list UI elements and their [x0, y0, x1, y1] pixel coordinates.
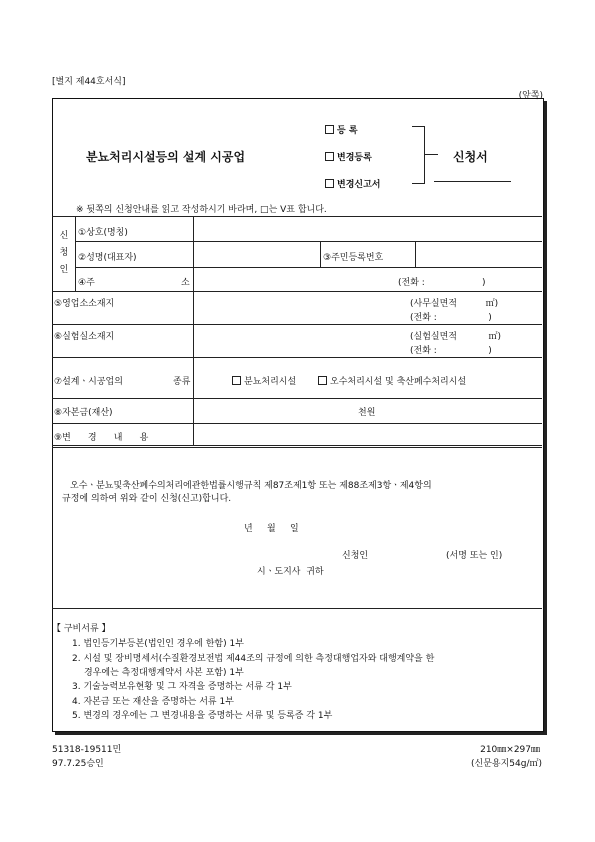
title-suffix: 신청서: [453, 150, 488, 164]
col-line: [75, 216, 76, 291]
checkbox-icon: [318, 376, 327, 385]
document-item: 3. 기술능력보유현황 및 그 자격을 증명하는 서류 각 1부: [72, 682, 292, 692]
row-line: [52, 398, 542, 399]
form-title: 분뇨처리시설등의 설계 시공업: [86, 150, 246, 164]
table-top-line: [52, 216, 542, 217]
address-phone: (전화 : ): [398, 278, 486, 288]
office-location-label: ⑤영업소소재지: [54, 299, 115, 309]
checkbox-icon: [325, 125, 334, 134]
applicant-section-label: 신 청 인: [59, 231, 69, 275]
option-change-register[interactable]: 변경등록: [325, 150, 372, 163]
instruction-note: ※ 뒷쪽의 신청안내를 읽고 작성하시기 바라며, □는 V표 합니다.: [76, 205, 327, 215]
office-area: (사무실면적 ㎡): [410, 299, 499, 309]
business-name-label: ①상호(명칭): [78, 228, 128, 238]
type-option-night-soil[interactable]: 분뇨처리시설: [232, 374, 296, 387]
approval-date: 97.7.25승인: [52, 759, 104, 769]
document-item: 2. 시설 및 장비명세서(수질환경보전법 제44조의 규정에 의한 측정대행업자와 대행계약을 한: [72, 654, 435, 664]
address-label-end: 소: [181, 278, 190, 288]
option-register[interactable]: 등 록: [325, 123, 358, 136]
row-line: [52, 324, 542, 325]
col-line: [320, 241, 321, 267]
declaration-text-line1: 오수ㆍ분뇨및축산폐수의처리에관한법률시행규칙 제87조제1항 또는 제88조제3항ㆍ제4항의: [70, 481, 432, 491]
document-item: 4. 자본금 또는 재산을 증명하는 서류 1부: [72, 697, 234, 707]
row-line: [52, 423, 542, 424]
address-label: ④주: [78, 278, 95, 288]
option-change-report[interactable]: 변경신고서: [325, 177, 380, 190]
document-item: 1. 법인등기부등본(법인인 경우에 한함) 1부: [72, 639, 244, 649]
office-phone: (전화 : ): [410, 313, 492, 323]
resident-number-label: ③주민등록번호: [323, 253, 384, 263]
capital-unit: 천원: [358, 408, 376, 418]
form-number: [별지 제44호서식]: [52, 77, 126, 87]
row-line: [75, 241, 542, 242]
form-code: 51318-19511민: [52, 745, 122, 755]
business-type-label-end: 종류: [173, 377, 191, 387]
option-bracket: [412, 126, 425, 184]
suffix-underline: [434, 181, 511, 182]
documents-top-line: [52, 608, 542, 609]
lab-phone: (전화 : ): [410, 346, 492, 356]
recipient: 시ㆍ도지사 귀하: [257, 567, 324, 577]
representative-label: ②성명(대표자): [78, 253, 137, 263]
signature-placeholder: (서명 또는 인): [446, 551, 503, 561]
col-line: [415, 241, 416, 267]
document-item: 5. 변경의 경우에는 그 변경내용을 증명하는 서류 및 등록증 각 1부: [72, 711, 333, 721]
col-line: [193, 216, 194, 445]
row-line: [75, 267, 542, 268]
business-type-label: ⑦설계ㆍ시공업의: [54, 377, 123, 387]
row-line: [52, 357, 542, 358]
row-line: [52, 291, 542, 292]
checkbox-icon: [232, 376, 241, 385]
applicant-signature-label: 신청인: [342, 551, 369, 561]
declaration-text-line2: 규정에 의하여 위와 같이 신청(신고)합니다.: [62, 494, 232, 504]
documents-heading: 【 구비서류 】: [52, 624, 111, 634]
capital-label: ⑧자본금(재산): [54, 408, 113, 418]
change-content-label: ⑨변 경 내 용: [54, 433, 149, 443]
type-option-sewage-livestock[interactable]: 오수처리시설 및 축산폐수처리시설: [318, 374, 466, 387]
checkbox-icon: [325, 152, 334, 161]
bracket-tick: [424, 154, 438, 155]
lab-location-label: ⑥실험실소재지: [54, 332, 115, 342]
paper-size: 210㎜×297㎜: [480, 745, 540, 755]
lab-area: (실험실면적 ㎡): [410, 332, 501, 342]
paper-type: (신문용지54g/㎡): [471, 759, 542, 769]
checkbox-icon: [325, 179, 334, 188]
table-bottom-line: [52, 445, 542, 448]
document-item-continued: 경우에는 측정대행계약서 사본 포함) 1부: [84, 668, 244, 678]
declaration-date: 년 월 일: [244, 524, 299, 534]
page-side-label: (앞쪽): [518, 91, 543, 101]
